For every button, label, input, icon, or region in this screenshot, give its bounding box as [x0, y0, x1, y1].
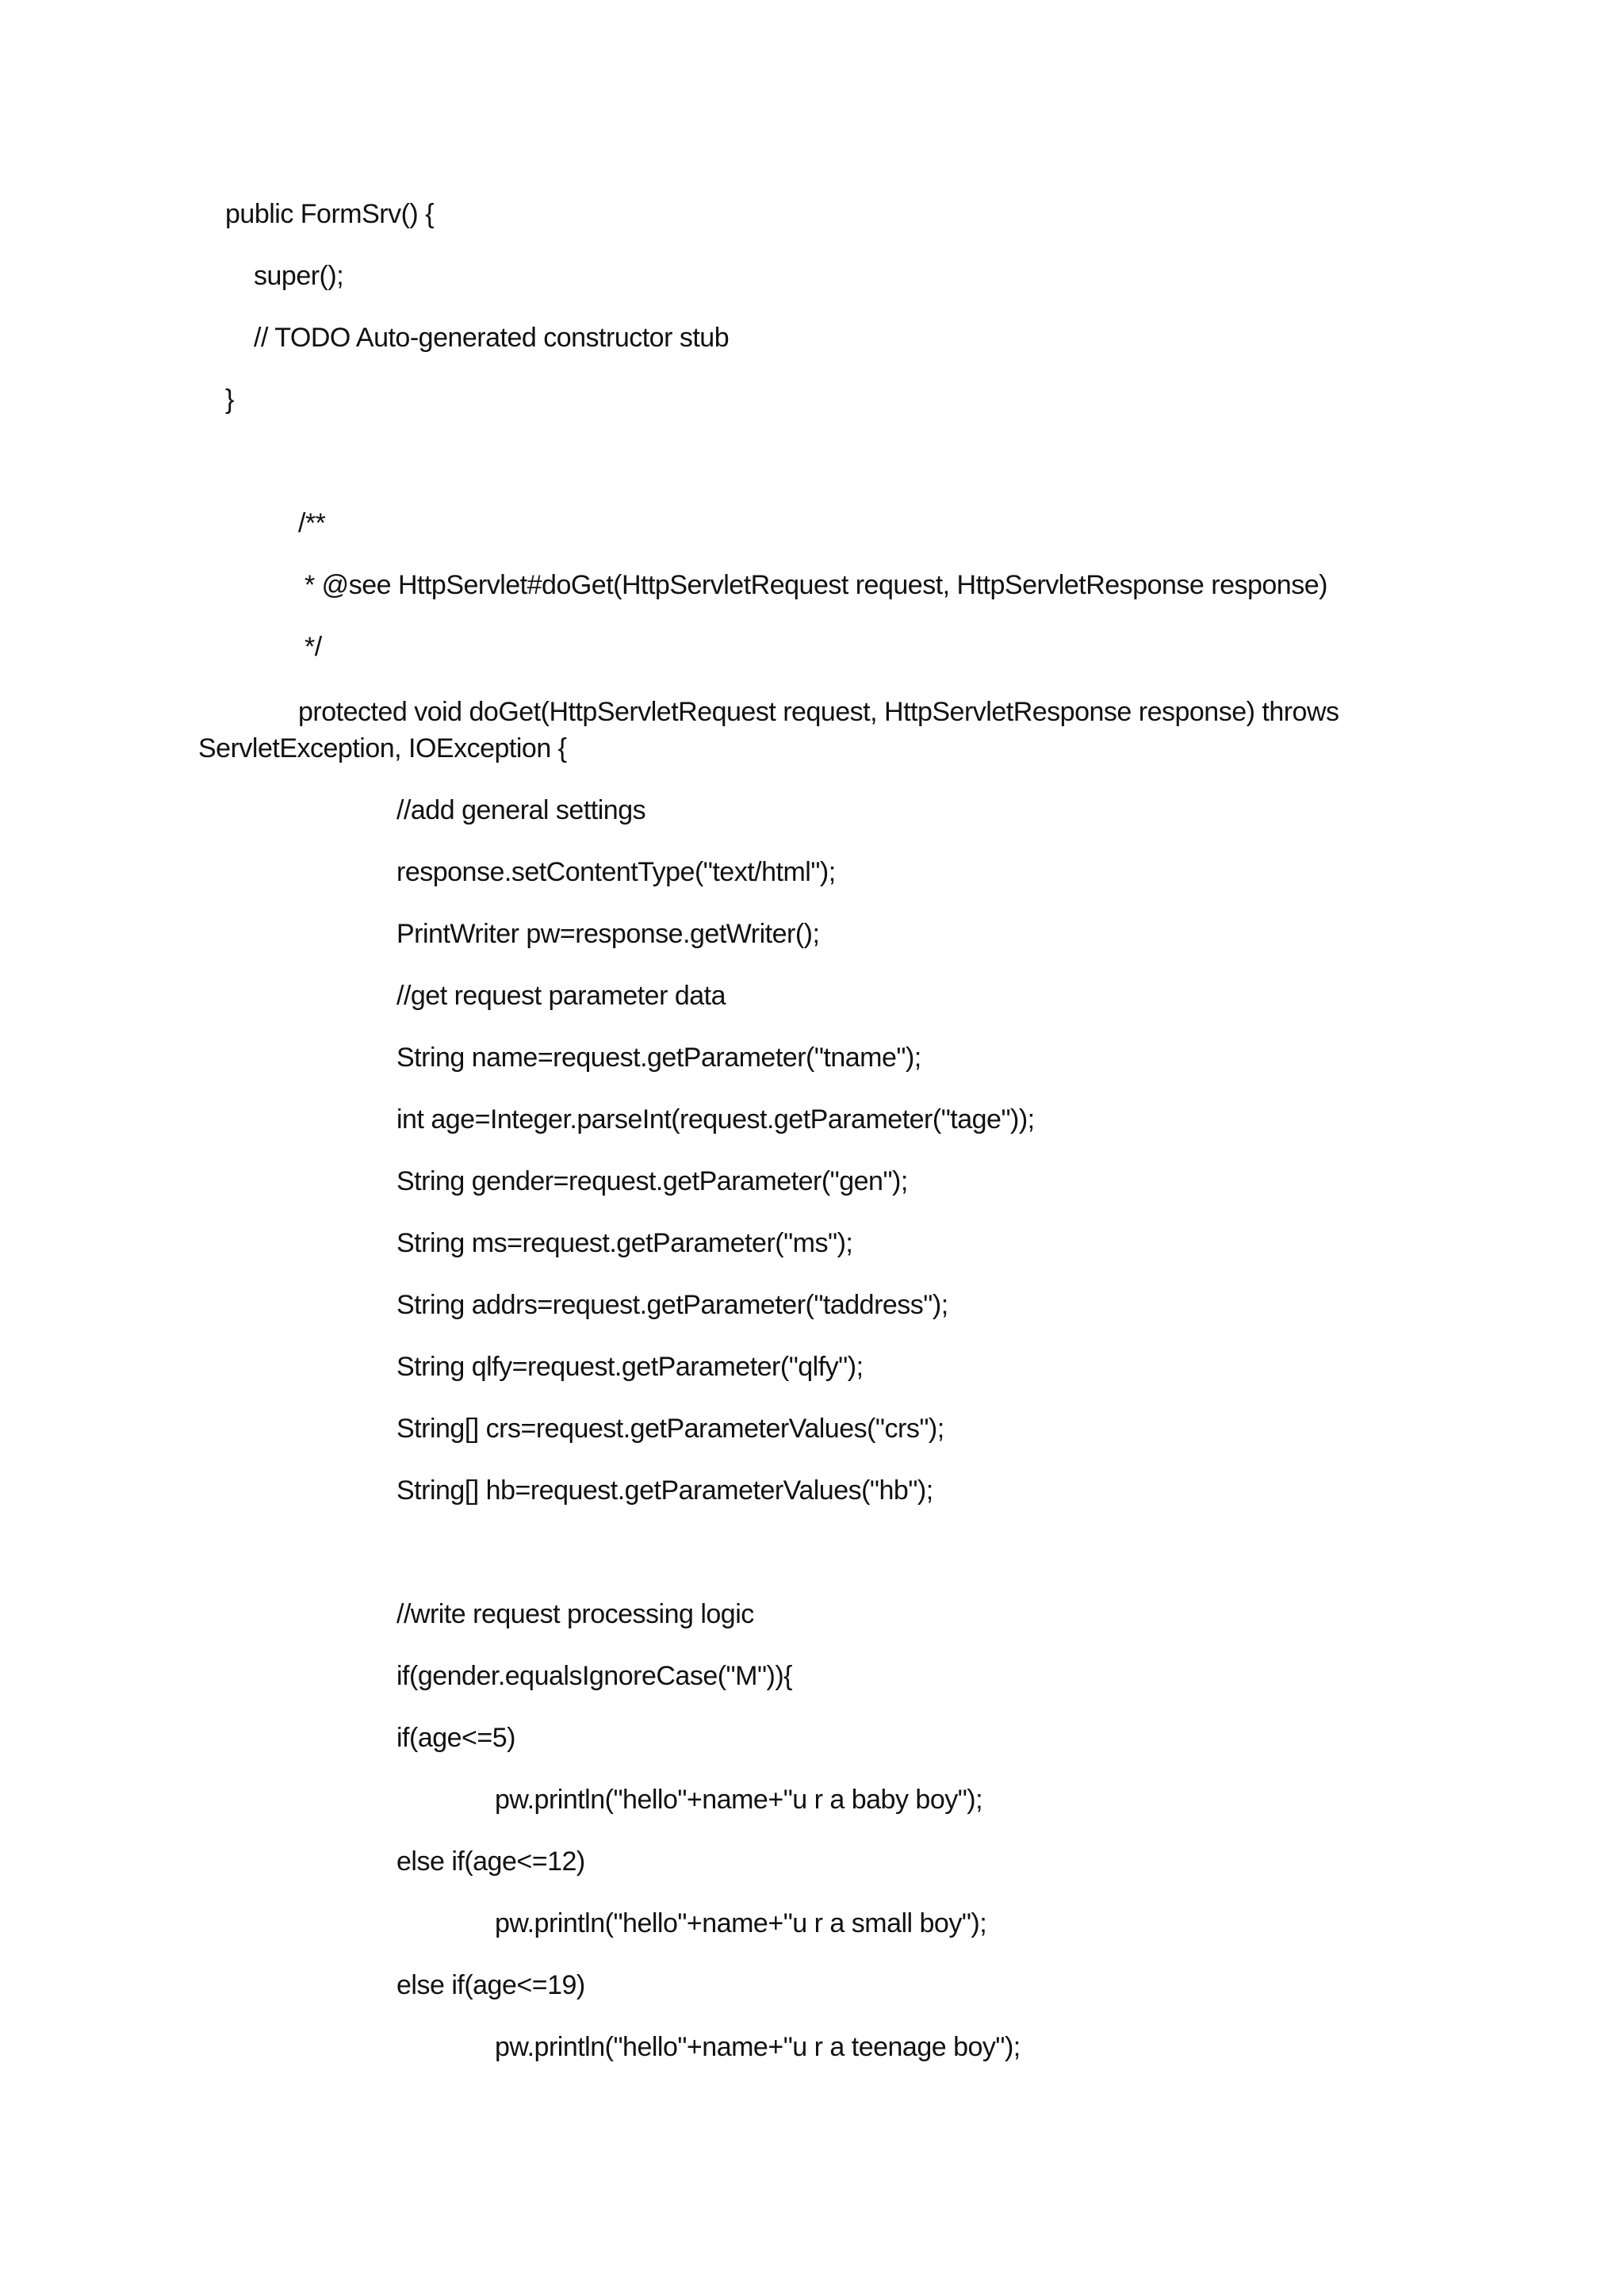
code-line: //get request parameter data: [396, 981, 726, 1011]
code-line: /**: [298, 508, 326, 538]
code-line: String gender=request.getParameter("gen");: [396, 1166, 908, 1196]
code-line: else if(age<=12): [396, 1846, 585, 1877]
code-line: pw.println("hello"+name+"u r a teenage boy");: [495, 2032, 1021, 2062]
code-line: String[] crs=request.getParameterValues("crs");: [396, 1414, 944, 1444]
code-line: response.setContentType("text/html");: [396, 857, 836, 887]
code-line: int age=Integer.parseInt(request.getParameter("tage"));: [396, 1104, 1035, 1135]
code-line: String ms=request.getParameter("ms");: [396, 1228, 853, 1258]
code-line: */: [304, 632, 322, 662]
code-line: * @see HttpServlet#doGet(HttpServletRequest request, HttpServletResponse response): [304, 570, 1327, 600]
code-line: String[] hb=request.getParameterValues("hb");: [396, 1475, 933, 1506]
code-line: super();: [254, 261, 344, 291]
code-line: // TODO Auto-generated constructor stub: [254, 323, 730, 353]
code-line: String name=request.getParameter("tname");: [396, 1043, 921, 1073]
code-line: //add general settings: [396, 795, 646, 825]
code-line: if(age<=5): [396, 1723, 515, 1753]
code-line: protected void doGet(HttpServletRequest request, HttpServletResponse response) throws: [298, 697, 1339, 727]
code-line: String qlfy=request.getParameter("qlfy");: [396, 1352, 864, 1382]
code-line: if(gender.equalsIgnoreCase("M")){: [396, 1661, 793, 1691]
code-line: ServletException, IOException {: [198, 733, 567, 763]
code-line: pw.println("hello"+name+"u r a baby boy");: [495, 1785, 983, 1815]
code-line: //write request processing logic: [396, 1599, 754, 1629]
code-line: }: [225, 385, 234, 415]
code-line: else if(age<=19): [396, 1970, 585, 2000]
code-line: PrintWriter pw=response.getWriter();: [396, 919, 820, 949]
code-line: String addrs=request.getParameter("taddress");: [396, 1290, 948, 1320]
code-line: pw.println("hello"+name+"u r a small boy");: [495, 1908, 987, 1938]
code-line: public FormSrv() {: [225, 199, 435, 229]
